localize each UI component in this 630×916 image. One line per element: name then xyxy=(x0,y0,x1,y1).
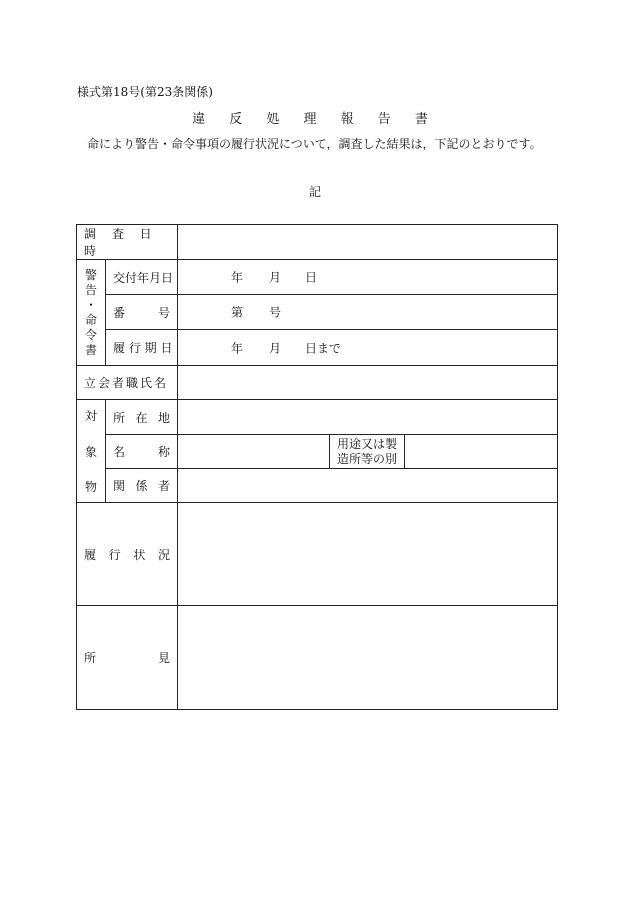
number-row xyxy=(77,295,558,330)
location-field[interactable] xyxy=(178,400,558,435)
witness-row xyxy=(77,366,558,400)
opinion-row xyxy=(77,606,558,710)
name-row xyxy=(77,435,558,469)
related-row xyxy=(77,469,558,503)
name-field[interactable] xyxy=(178,435,330,469)
month-label: 月 xyxy=(269,270,282,285)
ki-heading: 記 xyxy=(308,185,321,199)
survey-date-label: 調 査 日 時 xyxy=(77,225,178,260)
deadline-month-label: 月 xyxy=(269,341,282,355)
deadline-row xyxy=(77,330,558,366)
survey-date-row xyxy=(77,225,558,260)
issue-date-row xyxy=(77,260,558,295)
document-title: 違 反 処 理 報 告 書 xyxy=(192,112,438,127)
day-label: 日 xyxy=(305,270,318,285)
status-field[interactable] xyxy=(178,503,558,606)
warning-order-label: 警 告 ・ 命 令 書 xyxy=(77,260,106,366)
location-label: 所 在 地 xyxy=(106,400,178,435)
opinion-field[interactable] xyxy=(178,606,558,710)
opinion-label: 所 見 xyxy=(77,606,178,710)
witness-field[interactable] xyxy=(178,366,558,400)
witness-label: 立会者職氏名 xyxy=(77,366,178,400)
object-label: 対 象 物 xyxy=(77,400,106,503)
number-label: 番 号 xyxy=(106,295,178,330)
purpose-field[interactable] xyxy=(405,435,558,469)
status-row xyxy=(77,503,558,606)
purpose-label: 用途又は製 造所等の別 xyxy=(330,435,405,469)
related-field[interactable] xyxy=(178,469,558,503)
deadline-label: 履 行 期 日 xyxy=(106,330,178,366)
name-label: 名 称 xyxy=(106,435,178,469)
issue-date-label: 交付年月日 xyxy=(106,260,178,295)
number-field[interactable] xyxy=(178,295,558,330)
dai-label: 第 xyxy=(231,305,244,320)
location-row xyxy=(77,400,558,435)
form-number-label: 様式第18号(第23条関係) xyxy=(77,85,213,99)
go-label: 号 xyxy=(269,305,282,320)
issue-date-field[interactable] xyxy=(178,260,558,295)
deadline-field[interactable] xyxy=(178,330,558,366)
related-label: 関 係 者 xyxy=(106,469,178,503)
year-label: 年 xyxy=(231,270,244,285)
deadline-day-label: 日まで xyxy=(305,341,342,355)
survey-date-field[interactable] xyxy=(178,225,558,260)
report-table xyxy=(76,224,558,710)
status-label: 履 行 状 況 xyxy=(77,503,178,606)
deadline-year-label: 年 xyxy=(231,341,244,355)
intro-text: 命により警告・命令事項の履行状況について，調査した結果は，下記のとおりです。 xyxy=(87,137,542,151)
